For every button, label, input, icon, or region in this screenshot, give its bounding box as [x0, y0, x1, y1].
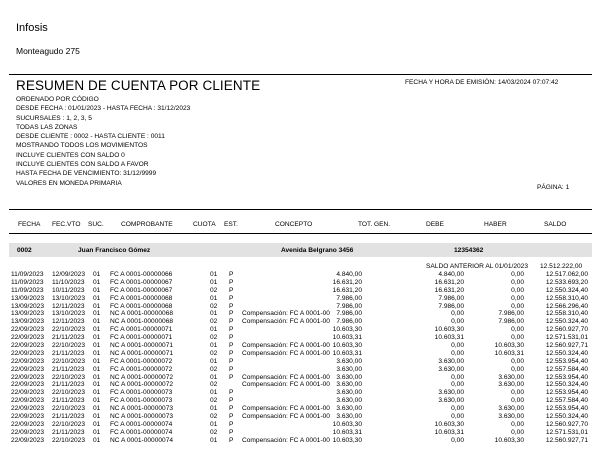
cell-saldo: 12.550.324,40 [545, 349, 588, 357]
cell-debe: 3.630,00 [438, 357, 464, 365]
cell-fecha: 22/09/2023 [11, 381, 45, 389]
cell-fecha: 22/09/2023 [11, 389, 45, 397]
table-row [0, 413, 601, 421]
cell-concepto: Compensación: FC A 0001-00 [242, 318, 330, 326]
col-header-concepto: CONCEPTO [275, 221, 313, 228]
cell-haber: 0,00 [511, 278, 524, 286]
cell-debe: 10.603,30 [434, 326, 464, 334]
cell-fecha: 22/09/2023 [11, 326, 45, 334]
cell-haber: 0,00 [511, 420, 524, 428]
cell-fecha: 22/09/2023 [11, 413, 45, 421]
cell-saldo: 12.553.954,40 [545, 357, 588, 365]
table-row [0, 437, 601, 445]
cell-fecha: 22/09/2023 [11, 436, 45, 444]
col-header-comprobante: COMPROBANTE [121, 221, 173, 228]
cell-saldo: 12.533.693,20 [545, 278, 588, 286]
cell-vto: 12/09/2023 [52, 271, 86, 278]
cell-est: P [229, 413, 234, 421]
cell-cuota: 01 [210, 342, 218, 350]
cell-tot: 10.603,30 [332, 342, 362, 350]
cell-fecha: 13/09/2023 [11, 318, 45, 326]
cell-est: P [229, 318, 234, 326]
cell-comprobante: NC A 0001-00000074 [110, 436, 174, 444]
table-row [0, 318, 601, 326]
cell-cuota: 01 [210, 294, 218, 302]
cell-suc: 01 [93, 413, 101, 421]
filter-line: MOSTRANDO TODOS LOS MOVIMIENTOS [16, 142, 148, 150]
cell-cuota: 01 [210, 373, 218, 381]
cell-vto: 21/11/2023 [52, 413, 85, 421]
cell-vto: 22/10/2023 [52, 405, 86, 413]
table-row [0, 334, 601, 342]
cell-comprobante: NC A 0001-00000072 [110, 381, 174, 389]
table-row [0, 429, 601, 437]
cell-comprobante: NC A 0001-00000072 [110, 373, 174, 381]
client-name: Juan Francisco Gómez [78, 247, 151, 254]
cell-comprobante: FC A 0001-00000073 [110, 389, 173, 397]
cell-fecha: 22/09/2023 [11, 428, 45, 436]
cell-comprobante: FC A 0001-00000072 [110, 365, 173, 373]
cell-cuota: 01 [210, 436, 218, 444]
cell-tot: 3.630,00 [336, 381, 362, 389]
cell-debe: 4.840,00 [438, 271, 464, 278]
client-phone: 12354362 [454, 247, 484, 254]
cell-concepto: Compensación: FC A 0001-00 [242, 413, 330, 421]
cell-fecha: 22/09/2023 [11, 357, 45, 365]
cell-saldo: 12.566.296,40 [545, 302, 588, 310]
cell-concepto: Compensación: FC A 0001-00 [242, 381, 330, 389]
cell-debe: 10.603,31 [434, 428, 464, 436]
cell-cuota: 01 [210, 420, 218, 428]
cell-est: P [229, 405, 234, 413]
cell-suc: 01 [93, 428, 101, 436]
cell-haber: 0,00 [511, 357, 524, 365]
cell-est: P [229, 278, 234, 286]
cell-debe: 16.631,20 [434, 278, 464, 286]
table-row [0, 389, 601, 397]
table-row [0, 342, 601, 350]
client-address: Avenida Belgrano 3456 [281, 247, 354, 254]
cell-vto: 12/11/2023 [52, 302, 85, 310]
saldo-anterior-label: SALDO ANTERIOR AL 01/01/2023 [426, 263, 529, 270]
cell-vto: 21/11/2023 [52, 397, 85, 405]
cell-suc: 01 [93, 381, 101, 389]
table-row [0, 271, 601, 279]
cell-fecha: 22/09/2023 [11, 334, 45, 342]
cell-tot: 10.603,31 [332, 349, 362, 357]
cell-saldo: 12.560.927,70 [545, 326, 588, 334]
cell-vto: 13/10/2023 [52, 310, 86, 318]
filter-line: ORDENADO POR CÓDIGO [16, 96, 99, 103]
cell-fecha: 22/09/2023 [11, 349, 45, 357]
company-address: Monteagudo 275 [16, 46, 80, 56]
cell-fecha: 11/09/2023 [11, 271, 44, 278]
cell-debe: 10.603,31 [434, 334, 464, 342]
cell-cuota: 02 [210, 413, 218, 421]
cell-comprobante: FC A 0001-00000067 [110, 286, 173, 294]
cell-vto: 12/11/2023 [52, 318, 85, 326]
cell-cuota: 02 [210, 365, 218, 373]
cell-cuota: 01 [210, 271, 218, 278]
cell-est: P [229, 342, 234, 350]
col-header-suc: SUC. [88, 221, 104, 228]
cell-tot: 16.631,20 [332, 286, 362, 294]
filter-line: INCLUYE CLIENTES CON SALDO 0 [16, 151, 125, 159]
page-number: PÁGINA: 1 [537, 184, 570, 191]
cell-fecha: 22/09/2023 [11, 405, 45, 413]
filter-line: DESDE CLIENTE : 0002 - HASTA CLIENTE : 0011 [16, 133, 165, 141]
cell-cuota: 02 [210, 349, 218, 357]
cell-est: P [229, 302, 234, 310]
cell-debe: 0,00 [451, 342, 464, 350]
cell-haber: 7.986,00 [498, 318, 524, 326]
table-row [0, 381, 601, 389]
cell-comprobante: NC A 0001-00000068 [110, 310, 174, 318]
cell-haber: 7.986,00 [498, 310, 524, 318]
cell-debe: 0,00 [451, 436, 464, 444]
table-row [0, 279, 601, 287]
cell-saldo: 12.560.927,71 [545, 436, 588, 444]
cell-est: P [229, 373, 234, 381]
cell-tot: 3.630,00 [336, 389, 362, 397]
cell-comprobante: FC A 0001-00000066 [110, 271, 173, 278]
cell-suc: 01 [93, 271, 101, 278]
cell-tot: 16.631,20 [332, 278, 362, 286]
cell-fecha: 22/09/2023 [11, 365, 45, 373]
cell-haber: 0,00 [511, 334, 524, 342]
cell-cuota: 02 [210, 286, 218, 294]
cell-tot: 3.630,00 [336, 357, 362, 365]
cell-haber: 10.603,30 [494, 342, 524, 350]
cell-vto: 21/11/2023 [52, 349, 85, 357]
cell-suc: 01 [93, 349, 101, 357]
cell-est: P [229, 397, 234, 405]
cell-est: P [229, 286, 234, 294]
cell-tot: 7.986,00 [336, 294, 362, 302]
cell-debe: 0,00 [451, 310, 464, 318]
cell-comprobante: FC A 0001-00000074 [110, 428, 173, 436]
cell-saldo: 12.550.324,40 [545, 286, 588, 294]
cell-concepto: Compensación: FC A 0001-00 [242, 349, 330, 357]
cell-saldo: 12.553.954,40 [545, 389, 588, 397]
cell-haber: 0,00 [511, 428, 524, 436]
cell-suc: 01 [93, 365, 101, 373]
cell-debe: 0,00 [451, 318, 464, 326]
saldo-anterior-value: 12.512.222,00 [540, 263, 583, 270]
cell-saldo: 12.553.954,40 [545, 405, 588, 413]
col-header-cuota: CUOTA [193, 221, 216, 228]
cell-cuota: 02 [210, 334, 218, 342]
table-row [0, 350, 601, 358]
cell-debe: 3.630,00 [438, 389, 464, 397]
cell-haber: 0,00 [511, 302, 524, 310]
cell-tot: 10.603,30 [332, 436, 362, 444]
cell-saldo: 12.571.531,01 [545, 428, 588, 436]
company-name: Infosis [16, 22, 48, 34]
cell-haber: 10.603,31 [494, 349, 524, 357]
col-header-fecha: FECHA [18, 221, 41, 228]
table-row [0, 405, 601, 413]
cell-comprobante: NC A 0001-00000071 [110, 342, 174, 350]
cell-vto: 21/11/2023 [52, 428, 85, 436]
cell-cuota: 01 [210, 405, 218, 413]
cell-fecha: 11/09/2023 [11, 286, 44, 294]
cell-tot: 10.603,30 [332, 326, 362, 334]
cell-tot: 7.986,00 [336, 318, 362, 326]
cell-haber: 0,00 [511, 286, 524, 294]
cell-est: P [229, 365, 234, 373]
cell-suc: 01 [93, 278, 101, 286]
cell-est: P [229, 436, 234, 444]
cell-tot: 3.630,00 [336, 397, 362, 405]
cell-concepto: Compensación: FC A 0001-00 [242, 405, 330, 413]
cell-comprobante: NC A 0001-00000073 [110, 405, 174, 413]
cell-fecha: 13/09/2023 [11, 310, 45, 318]
col-header-est: EST. [224, 221, 238, 228]
cell-est: P [229, 326, 234, 334]
cell-tot: 10.603,31 [332, 428, 362, 436]
cell-suc: 01 [93, 389, 101, 397]
cell-cuota: 02 [210, 318, 218, 326]
cell-est: P [229, 334, 234, 342]
table-row [0, 374, 601, 382]
filter-line: TODAS LAS ZONAS [16, 123, 78, 131]
cell-suc: 01 [93, 286, 101, 294]
cell-est: P [229, 349, 234, 357]
col-header-saldo: SALDO [544, 221, 567, 228]
cell-tot: 3.630,00 [336, 365, 362, 373]
cell-haber: 0,00 [511, 326, 524, 334]
cell-saldo: 12.517.062,00 [545, 271, 588, 278]
cell-tot: 3.630,00 [336, 413, 362, 421]
cell-debe: 7.986,00 [438, 302, 464, 310]
cell-vto: 22/10/2023 [52, 420, 86, 428]
cell-comprobante: FC A 0001-00000073 [110, 397, 173, 405]
filter-line: DESDE FECHA : 01/01/2023 - HASTA FECHA : 31/12/2023 [16, 105, 191, 113]
table-row [0, 310, 601, 318]
cell-vto: 22/10/2023 [52, 357, 86, 365]
col-header-debe: DEBE [426, 221, 444, 228]
cell-fecha: 11/09/2023 [11, 278, 44, 286]
cell-cuota: 01 [210, 357, 218, 365]
cell-debe: 3.630,00 [438, 365, 464, 373]
cell-est: P [229, 420, 234, 428]
table-row [0, 287, 601, 295]
col-header-vto: FEC.VTO [52, 221, 81, 228]
cell-saldo: 12.571.531,01 [545, 334, 588, 342]
report-filters [16, 95, 190, 188]
cell-cuota: 01 [210, 278, 218, 286]
cell-debe: 0,00 [451, 413, 464, 421]
cell-cuota: 02 [210, 428, 218, 436]
cell-saldo: 12.558.310,40 [545, 294, 588, 302]
cell-cuota: 01 [210, 310, 218, 318]
cell-haber: 3.630,00 [498, 373, 524, 381]
cell-vto: 22/10/2023 [52, 436, 86, 444]
cell-tot: 7.986,00 [336, 310, 362, 318]
cell-debe: 0,00 [451, 381, 464, 389]
column-header-divider [9, 233, 592, 234]
cell-est: P [229, 294, 234, 302]
cell-haber: 3.630,00 [498, 405, 524, 413]
cell-comprobante: FC A 0001-00000072 [110, 357, 173, 365]
cell-comprobante: FC A 0001-00000068 [110, 294, 173, 302]
cell-haber: 10.603,30 [494, 436, 524, 444]
cell-saldo: 12.560.927,71 [545, 342, 588, 350]
movements-table [0, 271, 601, 445]
cell-debe: 3.630,00 [438, 397, 464, 405]
cell-haber: 3.630,00 [498, 381, 524, 389]
cell-vto: 22/10/2023 [52, 326, 86, 334]
cell-haber: 3.630,00 [498, 413, 524, 421]
cell-haber: 0,00 [511, 365, 524, 373]
col-header-tot: TOT. GEN. [358, 221, 391, 228]
cell-saldo: 12.553.954,40 [545, 373, 588, 381]
table-row [0, 421, 601, 429]
table-row [0, 303, 601, 311]
emission-datetime: FECHA Y HORA DE EMISIÓN: 14/03/2024 07:07:42 [405, 79, 559, 86]
cell-debe: 0,00 [451, 373, 464, 381]
cell-suc: 01 [93, 405, 101, 413]
cell-debe: 0,00 [451, 349, 464, 357]
cell-saldo: 12.558.310,40 [545, 310, 588, 318]
cell-debe: 0,00 [451, 405, 464, 413]
cell-concepto: Compensación: FC A 0001-00 [242, 436, 330, 444]
cell-cuota: 02 [210, 397, 218, 405]
cell-vto: 10/11/2023 [52, 286, 85, 294]
cell-concepto: Compensación: FC A 0001-00 [242, 373, 330, 381]
filter-line: VALORES EN MONEDA PRIMARIA [16, 179, 122, 187]
cell-comprobante: NC A 0001-00000073 [110, 413, 174, 421]
cell-saldo: 12.560.927,70 [545, 420, 588, 428]
cell-suc: 01 [93, 436, 101, 444]
cell-haber: 0,00 [511, 397, 524, 405]
report-title: RESUMEN DE CUENTA POR CLIENTE [16, 78, 261, 93]
cell-suc: 01 [93, 334, 101, 342]
cell-vto: 22/10/2023 [52, 389, 86, 397]
cell-vto: 11/10/2023 [52, 278, 85, 286]
cell-suc: 01 [93, 357, 101, 365]
cell-est: P [229, 310, 234, 318]
cell-saldo: 12.557.584,40 [545, 365, 588, 373]
cell-haber: 0,00 [511, 294, 524, 302]
cell-comprobante: FC A 0001-00000068 [110, 302, 173, 310]
cell-debe: 10.603,30 [434, 420, 464, 428]
cell-tot: 3.630,00 [336, 405, 362, 413]
cell-suc: 01 [93, 326, 101, 334]
cell-tot: 10.603,31 [332, 334, 362, 342]
filter-line: HASTA FECHA DE VENCIMIENTO: 31/12/9999 [16, 170, 157, 178]
cell-est: P [229, 357, 234, 365]
cell-suc: 01 [93, 373, 101, 381]
cell-tot: 3.630,00 [336, 373, 362, 381]
table-row [0, 326, 601, 334]
cell-fecha: 13/09/2023 [11, 302, 45, 310]
cell-vto: 22/10/2023 [52, 373, 86, 381]
table-row [0, 397, 601, 405]
table-row [0, 366, 601, 374]
cell-vto: 21/11/2023 [52, 334, 85, 342]
cell-vto: 21/11/2023 [52, 365, 85, 373]
cell-suc: 01 [93, 420, 101, 428]
cell-debe: 16.631,20 [434, 286, 464, 294]
cell-vto: 22/10/2023 [52, 342, 86, 350]
cell-comprobante: FC A 0001-00000071 [110, 334, 173, 342]
cell-cuota: 01 [210, 326, 218, 334]
cell-est: P [229, 428, 234, 436]
cell-tot: 10.603,30 [332, 420, 362, 428]
cell-saldo: 12.550.324,40 [545, 318, 588, 326]
cell-comprobante: FC A 0001-00000067 [110, 278, 173, 286]
cell-est: P [229, 389, 234, 397]
cell-suc: 01 [93, 302, 101, 310]
client-code: 0002 [17, 247, 32, 254]
cell-concepto: Compensación: FC A 0001-00 [242, 310, 330, 318]
cell-vto: 21/11/2023 [52, 381, 85, 389]
cell-suc: 01 [93, 342, 101, 350]
cell-saldo: 12.550.324,40 [545, 413, 588, 421]
cell-vto: 13/10/2023 [52, 294, 86, 302]
header-divider [9, 209, 592, 210]
cell-fecha: 13/09/2023 [11, 294, 45, 302]
cell-comprobante: FC A 0001-00000074 [110, 420, 173, 428]
cell-suc: 01 [93, 318, 101, 326]
cell-fecha: 22/09/2023 [11, 342, 45, 350]
cell-comprobante: NC A 0001-00000068 [110, 318, 174, 326]
table-row [0, 358, 601, 366]
filter-line: INCLUYE CLIENTES CON SALDO A FAVOR [16, 161, 149, 169]
col-header-haber: HABER [484, 221, 507, 228]
cell-haber: 0,00 [511, 271, 524, 278]
cell-suc: 01 [93, 294, 101, 302]
cell-saldo: 12.550.324,40 [545, 381, 588, 389]
cell-cuota: 02 [210, 302, 218, 310]
cell-est: P [229, 271, 234, 278]
cell-comprobante: FC A 0001-00000071 [110, 326, 173, 334]
cell-saldo: 12.557.584,40 [545, 397, 588, 405]
cell-fecha: 22/09/2023 [11, 397, 45, 405]
cell-cuota: 01 [210, 389, 218, 397]
table-row [0, 295, 601, 303]
cell-suc: 01 [93, 310, 101, 318]
cell-tot: 7.986,00 [336, 302, 362, 310]
top-divider [9, 74, 592, 75]
cell-comprobante: NC A 0001-00000071 [110, 349, 174, 357]
cell-debe: 7.986,00 [438, 294, 464, 302]
cell-concepto: Compensación: FC A 0001-00 [242, 342, 330, 350]
filter-line: SUCURSALES : 1, 2, 3, 5 [16, 114, 92, 122]
cell-haber: 0,00 [511, 389, 524, 397]
cell-fecha: 22/09/2023 [11, 420, 45, 428]
cell-fecha: 22/09/2023 [11, 373, 45, 381]
cell-suc: 01 [93, 397, 101, 405]
cell-tot: 4.840,00 [336, 271, 362, 278]
cell-cuota: 02 [210, 381, 218, 389]
